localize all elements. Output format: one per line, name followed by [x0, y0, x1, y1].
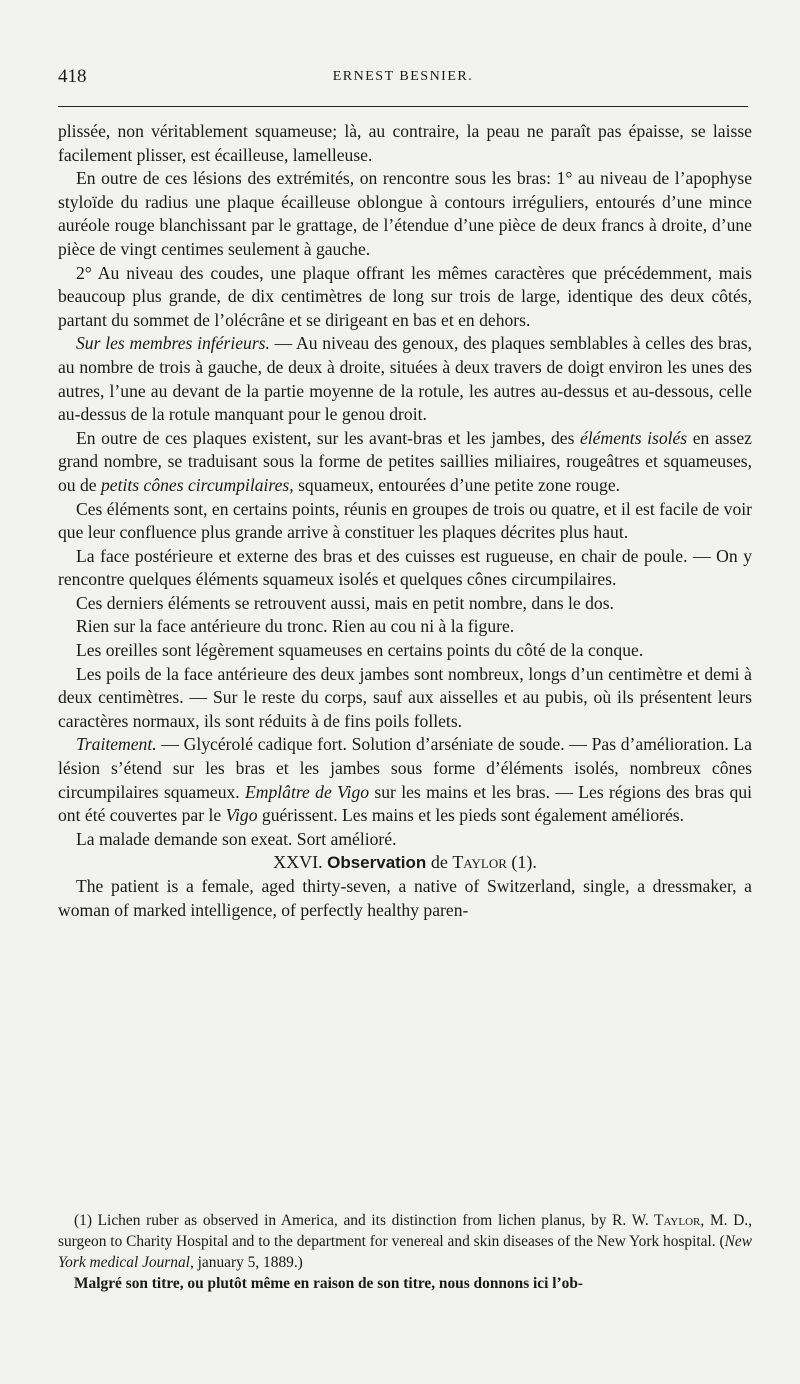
- paragraph: Ces derniers éléments se retrouvent aussi, mais en petit nombre, dans le dos.: [76, 592, 614, 613]
- paragraph: La malade demande son exeat. Sort amélioré.: [76, 828, 397, 849]
- italic-term: Vigo: [225, 805, 258, 826]
- paragraph: Les oreilles sont légèrement squameuses en certains points du côté de la conque.: [76, 640, 644, 661]
- section-author: Taylor: [452, 852, 507, 873]
- footnote: [58, 1210, 752, 1273]
- footnotes: [58, 1210, 752, 1294]
- paragraph: [58, 332, 752, 426]
- italic-term: Emplâtre de Vigo: [245, 781, 370, 802]
- paragraph-text: — Glycérolé cadique fort. Solution d’arséniate de soude. — Pas d’amélioration. La lésion s’étend sur les bras et les jambes sous forme d’éléments isolés, nombreux cônes circumpilaires squameux.: [58, 734, 752, 802]
- footnote-text: (1) Lichen ruber as observed in America, and its distinction from lichen planus, by: [74, 1212, 613, 1229]
- footnote-journal: New York medical Journal,: [58, 1233, 752, 1271]
- italic-term: petits cônes circumpilaires,: [101, 474, 294, 495]
- footnote-text: , M. D., surgeon to Charity Hospital and to the department for venereal and skin diseases of the New York hospital. (: [58, 1212, 753, 1250]
- paragraph-text: sur les mains et les bras. — Les régions des bras qui ont été couvertes par le: [58, 781, 753, 826]
- running-head: ERNEST BESNIER.: [332, 69, 474, 84]
- page-header: [58, 66, 748, 92]
- body-text: [58, 120, 752, 922]
- paragraph: Rien sur la face antérieure du tronc. Rien au cou ni à la figure.: [76, 616, 515, 637]
- paragraph-text: en assez grand nombre, se traduisant sous la forme de petites saillies miliaires, rougeâtres et squameuses, ou de: [58, 427, 752, 495]
- paragraph: The patient is a female, aged thirty-seven, a native of Switzerland, single, a dressmaker, a woman of marked intelligence, of perfectly healthy paren-: [58, 876, 752, 920]
- paragraph: Ces éléments sont, en certains points, réunis en groupes de trois ou quatre, et il est facile de voir que leur confluence plus grande arrive à constituer les plaques décrites plus haut.: [58, 498, 752, 543]
- paragraph: Les poils de la face antérieure des deux jambes sont nombreux, longs d’un centimètre et demi à deux centimètres. — Sur le reste du corps, sauf aux aisselles et au pubis, où ils présentent leurs caractères normaux, ils sont réduits à de fins poils follets.: [58, 663, 752, 731]
- paragraph: En outre de ces lésions des extrémités, on rencontre sous les bras: 1° au niveau de l’apophyse styloïde du radius une plaque écailleuse oblongue à contours irréguliers, entourés d’une mince auréole rouge blanchissant par le grattage, de l’étendue d’une pièce de deux francs à droite, d’une pièce de vingt centimes seulement à gauche.: [58, 168, 752, 259]
- paragraph: 2° Au niveau des coudes, une plaque offrant les mêmes caractères que précédemment, mais beaucoup plus grande, de dix centimètres de long sur trois de large, identique des deux côtés, partant du sommet de l’olécrâne et se dirigeant en bas et en dehors.: [58, 262, 752, 330]
- header-rule: [58, 106, 748, 107]
- paragraph: [58, 427, 752, 498]
- paragraph: [58, 733, 752, 827]
- paragraph-text: — Au niveau des genoux, des plaques semblables à celles des bras, au nombre de trois à gauche, de deux à droite, situées à deux travers de doigt environ les unes des autres, l’une au devant de la partie moyenne de la rotule, les autres au-dessus et au-dessous, celle au-dessus de la rotule manquant pour le genou droit.: [58, 333, 752, 425]
- footnote-continuation: Malgré son titre, ou plutôt même en raison de son titre, nous donnons ici l’ob-: [74, 1275, 584, 1292]
- paragraph-text: guérissent. Les mains et les pieds sont également améliorés.: [257, 805, 685, 826]
- section-word: Observation: [327, 853, 427, 873]
- paragraph-text: En outre de ces plaques existent, sur les avant-bras et les jambes, des: [76, 427, 580, 448]
- paragraph: plissée, non véritablement squameuse; là, au contraire, la peau ne paraît pas épaisse, se laisse facilement plisser, est écailleuse, lamelleuse.: [58, 121, 752, 165]
- italic-heading: Traitement.: [76, 734, 157, 755]
- paragraph: La face postérieure et externe des bras et des cuisses est rugueuse, en chair de poule. — On y rencontre quelques éléments squameux isolés et quelques cônes circumpilaires.: [58, 545, 752, 590]
- section-number: XXVI.: [273, 852, 323, 873]
- section-title: [58, 851, 752, 875]
- footnote-text: january 5, 1889.): [193, 1254, 303, 1271]
- paragraph-text: squameux, entourées d’une petite zone rouge.: [293, 474, 621, 495]
- italic-term: éléments isolés: [579, 427, 688, 448]
- footnote-ref: (1).: [511, 852, 537, 873]
- italic-heading: Sur les membres inférieurs.: [76, 333, 270, 354]
- footnote-author: R. W. Taylor: [612, 1212, 701, 1229]
- page-number: 418: [58, 66, 87, 87]
- section-de: de: [430, 852, 448, 873]
